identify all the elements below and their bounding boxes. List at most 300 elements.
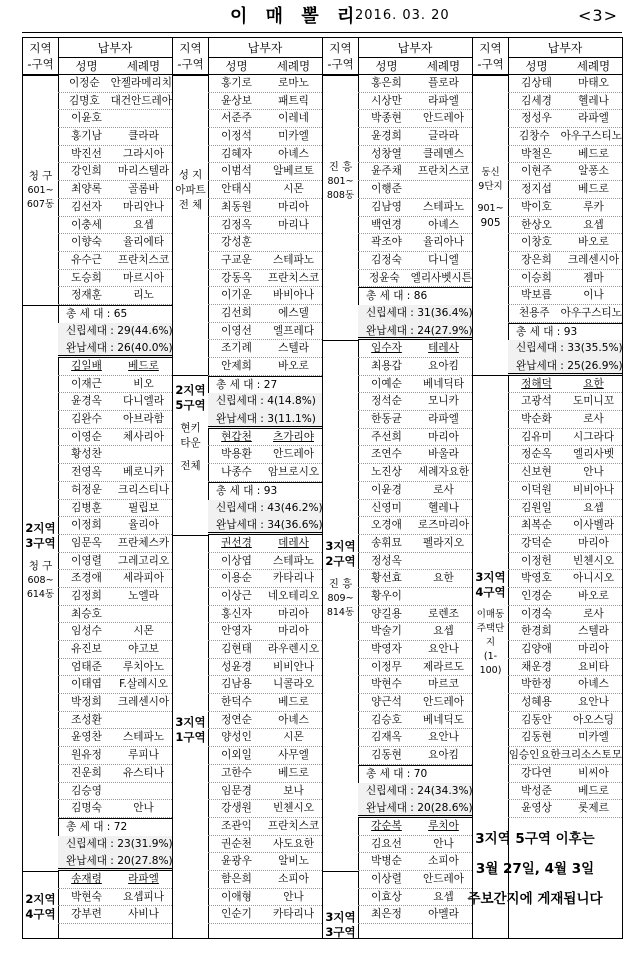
donor-row <box>208 93 322 111</box>
region-header-label: 지역 <box>29 41 52 55</box>
baptism-name: 베드로 <box>578 147 609 160</box>
baptism-name: 안나 <box>583 466 604 479</box>
bulletin-date: 2016. 03. 20 <box>355 8 450 23</box>
donor-subheader <box>508 58 622 75</box>
donor-row <box>208 747 322 765</box>
donor-row <box>358 340 472 358</box>
baptism-name: 바오로 <box>578 236 609 249</box>
fully-paid-households: 완납세대 : 25(26.9%) <box>508 358 622 376</box>
region-text: 808동 <box>326 189 355 201</box>
donor-row <box>58 464 172 482</box>
donor-row <box>358 641 472 659</box>
donor-row <box>208 553 322 571</box>
baptism-name: 라파엘 <box>128 872 159 885</box>
baptism-name: 율리아 <box>128 519 159 532</box>
baptism-name: 카타리나 <box>273 572 314 585</box>
baptism-name: 베드로 <box>278 696 309 709</box>
donor-name: 조관익 <box>221 819 252 832</box>
baptism-name: 안나 <box>433 837 454 850</box>
baptism-name: 로사 <box>583 413 604 426</box>
baptism-name: 프란치스코 <box>267 271 320 284</box>
baptism-name <box>415 588 472 605</box>
baptism-name: 안드레아 <box>423 872 464 885</box>
donor-row <box>358 517 472 535</box>
donor-row <box>508 676 622 694</box>
donor-name: 정연순 <box>221 713 252 726</box>
donor-name: 윤광우 <box>221 855 252 868</box>
subheader-baptism: 세례명 <box>276 59 311 73</box>
baptism-name: 도미니꼬 <box>573 395 614 408</box>
donor-row <box>58 217 172 235</box>
region-text: 성 지 <box>178 168 203 181</box>
donor-row <box>508 712 622 730</box>
donor-name: 김완수 <box>71 413 102 426</box>
region-label <box>23 75 58 305</box>
region-text: 608~ <box>27 575 54 587</box>
donor-name: 박술기 <box>371 625 402 638</box>
baptism-name: 빈첸시오 <box>573 554 614 567</box>
baptism-name: 테레사 <box>428 342 459 355</box>
donor-row <box>358 128 472 146</box>
donor-row <box>58 287 172 305</box>
region-text: (1-100) <box>479 650 502 676</box>
baptism-name: 마리스텔라 <box>117 165 170 178</box>
baptism-name: 젬마 <box>583 271 604 284</box>
donor-row <box>58 553 172 571</box>
baptism-name: 로사 <box>433 483 454 496</box>
donor-name: 도승희 <box>71 271 102 284</box>
donor-name: 성윤경 <box>221 660 252 673</box>
donor-name: 백연경 <box>371 218 402 231</box>
donor-row <box>358 570 472 588</box>
donor-name: 천용주 <box>518 306 550 319</box>
baptism-name: 제라르도 <box>423 660 464 673</box>
donor-name: 서준주 <box>221 112 252 125</box>
donor-name: 이정헌 <box>521 554 552 567</box>
donor-row <box>358 464 472 482</box>
donor-row <box>508 199 622 217</box>
baptism-name: 루카 <box>583 200 604 213</box>
donor-name: 정성우 <box>521 112 552 125</box>
donor-row <box>358 606 472 624</box>
registered-households: 신립세대 : 4(14.8%) <box>208 393 322 411</box>
donor-row <box>58 163 172 181</box>
donor-row <box>58 871 172 889</box>
baptism-name: 프란치스코 <box>267 819 320 832</box>
donor-name: 박순화 <box>521 413 552 426</box>
donor-name: 황선효 <box>371 572 402 585</box>
region-text: 3구역 <box>25 536 56 551</box>
donor-row <box>208 270 322 288</box>
notice-line: 주보간지에 게재됩니다 <box>467 891 603 907</box>
donor-name: 양길용 <box>371 607 402 620</box>
region-text: 901~ <box>477 203 504 215</box>
baptism-name: 스테파노 <box>273 554 314 567</box>
donor-name: 김승호 <box>371 713 402 726</box>
baptism-name: 마르코 <box>428 678 459 691</box>
donor-name: 인순기 <box>221 908 252 921</box>
region-label <box>323 871 358 977</box>
donor-column <box>58 38 172 938</box>
donor-name: 강다연 <box>521 766 552 779</box>
region-text: 3지역 <box>175 714 206 729</box>
baptism-name: 마리안나 <box>123 200 164 213</box>
baptism-name: 야고보 <box>128 643 159 655</box>
donor-name: 이기운 <box>221 289 252 302</box>
donor-row <box>358 535 472 553</box>
donor-name: 한상오 <box>521 218 552 231</box>
donor-name: 임문옥 <box>71 536 102 549</box>
donor-row <box>208 181 322 199</box>
donor-row <box>508 588 622 606</box>
donor-name: 구교운 <box>221 253 252 266</box>
baptism-name: 소피아 <box>278 872 309 885</box>
donor-name: 이상엽 <box>221 554 252 567</box>
donor-name: 조경애 <box>71 572 102 585</box>
donor-row <box>508 163 622 181</box>
baptism-name: 프란치스코 <box>417 165 470 178</box>
donor-row <box>208 783 322 801</box>
baptism-name <box>265 234 322 251</box>
donor-row <box>208 871 322 889</box>
baptism-name: 라파엘 <box>578 112 609 125</box>
donor-name: 시상만 <box>371 94 402 107</box>
baptism-name: 비비안나 <box>273 660 314 673</box>
region-text: 아파트 <box>175 183 206 196</box>
donor-name: 오경애 <box>371 519 402 532</box>
donor-name: 노진상 <box>371 466 402 479</box>
baptism-name: 시그라다 <box>573 430 614 443</box>
baptism-name: 요아킴 <box>428 360 459 372</box>
bulletin-title: 이 매 뽈 리 <box>230 6 361 27</box>
total-households: 총 세 대 : 93 <box>208 482 322 500</box>
region-column <box>473 38 509 938</box>
region-text: 2지역 <box>25 521 56 536</box>
donor-row <box>508 252 622 270</box>
donor-row <box>58 676 172 694</box>
donor-name: 김선자 <box>71 200 102 213</box>
donor-name: 함은희 <box>221 872 252 885</box>
baptism-name: 대건안드레아 <box>110 94 172 107</box>
donor-name: 이정석 <box>221 130 252 143</box>
baptism-name: 베드로 <box>578 784 609 797</box>
donor-name: 양근석 <box>371 696 402 709</box>
donor-row <box>508 393 622 411</box>
region-column <box>23 38 59 938</box>
baptism-name: 그라시아 <box>123 147 164 160</box>
baptism-name: 마리아 <box>278 607 309 620</box>
baptism-name: 마리아 <box>278 200 309 213</box>
donor-name: 강성훈 <box>221 236 252 249</box>
donor-header: 납부자 <box>58 38 172 58</box>
donor-name: 안태식 <box>221 183 252 196</box>
baptism-name: 시몬 <box>283 183 304 196</box>
donor-name: 한덕수 <box>221 696 252 709</box>
donor-name: 주선희 <box>371 430 402 443</box>
baptism-name: 바비아나 <box>273 289 314 302</box>
baptism-name: 유스티나 <box>123 766 164 779</box>
donor-name: 이영렬 <box>71 554 102 567</box>
donor-name: 최동원 <box>221 200 252 213</box>
donor-row <box>358 358 472 376</box>
baptism-name: 요한 <box>583 377 604 390</box>
donor-row <box>208 234 322 252</box>
baptism-name: 사비나 <box>128 908 159 921</box>
donor-name: 김남용 <box>221 678 252 691</box>
baptism-name <box>115 606 172 623</box>
total-households: 총 세 대 : 93 <box>508 323 622 341</box>
baptism-name: 마태오 <box>578 77 609 89</box>
baptism-name: 아니시오 <box>573 572 614 585</box>
baptism-name: 다니엘 <box>428 253 459 266</box>
donor-name: 이경숙 <box>521 607 552 620</box>
donor-name: 최은정 <box>371 908 402 921</box>
baptism-name: 엘리사벳시튼 <box>410 271 472 284</box>
donor-row <box>508 287 622 305</box>
donor-name: 김동현 <box>521 731 552 744</box>
baptism-name: 엘리사벳 <box>573 448 614 461</box>
donor-subheader <box>208 58 322 75</box>
donor-name: 김혜자 <box>221 147 252 160</box>
baptism-name: 루피나 <box>128 749 159 762</box>
donor-row <box>208 694 322 712</box>
baptism-name: 니콜라오 <box>273 678 314 691</box>
donor-row <box>358 659 472 677</box>
donor-row <box>358 234 472 252</box>
donor-name: 김원일 <box>521 501 552 514</box>
page-number: <3> <box>578 6 618 25</box>
donor-name: 최양록 <box>71 183 102 196</box>
donor-name: 이윤경 <box>371 483 402 496</box>
donor-name: 유수근 <box>71 253 102 266</box>
fully-paid-households: 완납세대 : 34(36.6%) <box>208 517 322 535</box>
donor-name: 윤주채 <box>371 165 402 178</box>
donor-name: 안영자 <box>221 625 252 638</box>
baptism-name: 요아킴 <box>428 749 459 762</box>
baptism-name: 스테파노 <box>123 731 164 744</box>
donor-row <box>208 429 322 447</box>
donor-name: 조기례 <box>221 342 252 355</box>
baptism-name: 네오테리오 <box>267 589 320 602</box>
baptism-name: 아녜스 <box>578 678 609 691</box>
baptism-name: 데레사 <box>278 536 309 549</box>
baptism-name: 마리아 <box>428 430 459 443</box>
region-text: 607동 <box>26 198 55 210</box>
donor-row <box>508 270 622 288</box>
donor-row <box>58 376 172 394</box>
baptism-name: 비씨아 <box>578 766 609 779</box>
donor-row <box>358 252 472 270</box>
donor-name: 송재령 <box>71 872 102 885</box>
baptism-name: 바울라 <box>428 448 459 461</box>
donor-name: 이영선 <box>221 324 252 337</box>
donor-row <box>208 853 322 871</box>
region-column <box>173 38 209 938</box>
donor-row <box>358 588 472 606</box>
donor-name: 박진선 <box>71 147 102 160</box>
donor-name: 채운경 <box>521 660 552 673</box>
baptism-name: 플로라 <box>428 77 459 89</box>
donor-row <box>508 181 622 199</box>
donor-name: 김동현 <box>371 749 402 762</box>
donor-row <box>58 75 172 93</box>
donor-name: 정지섭 <box>521 183 552 196</box>
donor-row <box>208 358 322 376</box>
donor-row <box>358 712 472 730</box>
donor-row <box>508 482 622 500</box>
donor-name: 강순복 <box>371 819 402 832</box>
donor-row <box>358 729 472 747</box>
baptism-name: F.살레시오 <box>119 678 168 691</box>
registered-households: 신립세대 : 43(46.2%) <box>208 500 322 518</box>
baptism-name: 마리아 <box>578 536 609 549</box>
column-1 <box>22 38 172 938</box>
baptism-name: 이나 <box>583 289 604 302</box>
donor-name: 김정희 <box>71 589 102 602</box>
baptism-name: 크리스티나 <box>117 483 170 496</box>
donor-row <box>58 234 172 252</box>
region-text: 3지역 <box>325 909 356 924</box>
region-header-label: -구역 <box>327 57 354 71</box>
baptism-name: 비오 <box>133 377 154 390</box>
donor-name: 이효상 <box>371 890 402 903</box>
region-label <box>23 871 58 942</box>
baptism-name: 아브라함 <box>123 413 164 426</box>
donor-row <box>358 270 472 288</box>
donor-row <box>208 199 322 217</box>
subheader-name: 성명 <box>525 59 548 73</box>
donor-row <box>58 110 172 128</box>
donor-row <box>208 146 322 164</box>
donor-row <box>358 217 472 235</box>
donor-row <box>358 376 472 394</box>
region-text: 전 체 <box>178 198 203 211</box>
donor-name: 이재근 <box>71 377 102 390</box>
region-text: 801~ <box>327 175 354 187</box>
donor-name: 김창수 <box>518 130 550 143</box>
baptism-name: 율리에타 <box>123 236 164 249</box>
baptism-name: 헬레나 <box>428 501 459 514</box>
baptism-name: 라우렌시오 <box>267 643 320 655</box>
region-header-label: 지역 <box>329 41 352 55</box>
donor-row <box>508 411 622 429</box>
donor-name: 김병훈 <box>71 501 102 514</box>
donor-name: 이애형 <box>221 890 252 903</box>
total-households: 총 세 대 : 27 <box>208 376 322 394</box>
donor-name: 고광석 <box>521 395 552 408</box>
donor-name: 이정무 <box>371 660 402 673</box>
donor-row <box>208 836 322 854</box>
donor-row <box>58 659 172 677</box>
baptism-name: 루치아 <box>428 819 459 832</box>
donor-name: 정재훈 <box>71 289 102 302</box>
baptism-name: 안젤라메리치 <box>110 77 172 89</box>
subheader-name: 성명 <box>75 59 98 73</box>
donor-row <box>208 765 322 783</box>
region-header <box>323 38 358 75</box>
donor-name: 성혜용 <box>521 696 552 709</box>
baptism-name: 골롬바 <box>128 183 159 196</box>
donor-name: 황성찬 <box>71 448 102 461</box>
donor-row <box>58 446 172 464</box>
donor-row <box>358 500 472 518</box>
baptism-name: 안나 <box>133 802 154 815</box>
donor-name: 김세경 <box>521 94 552 107</box>
header-rule <box>22 32 622 33</box>
donor-row <box>58 252 172 270</box>
donor-row <box>508 446 622 464</box>
baptism-name: 크레센시아 <box>567 253 620 266</box>
total-households: 총 세 대 : 65 <box>58 305 172 323</box>
donor-header: 납부자 <box>358 38 472 58</box>
region-text: 614동 <box>26 589 55 601</box>
notice-line: 3월 27일, 4월 3일 <box>475 861 595 877</box>
region-header <box>473 38 508 75</box>
donor-row <box>358 146 472 164</box>
baptism-name <box>115 446 172 463</box>
registered-households: 신립세대 : 23(31.9%) <box>58 836 172 854</box>
donor-name: 강부련 <box>71 908 102 921</box>
fully-paid-households: 완납세대 : 24(27.9%) <box>358 323 472 341</box>
donor-name: 박보름 <box>521 289 552 302</box>
donor-name: 이상렬 <box>371 872 402 885</box>
donor-row <box>358 623 472 641</box>
fully-paid-households: 완납세대 : 20(27.8%) <box>58 853 172 871</box>
region-text: 9단지 <box>478 181 503 193</box>
baptism-name: 요셉 <box>433 890 454 903</box>
notice-box <box>449 804 621 934</box>
donor-row <box>508 128 622 146</box>
donor-row <box>208 623 322 641</box>
region-text: 진 흥 <box>328 577 353 590</box>
baptism-name: 보나 <box>283 784 304 797</box>
baptism-name: 요셉 <box>583 218 604 231</box>
column-4 <box>472 38 623 938</box>
donor-row <box>208 800 322 818</box>
baptism-name: 아오스딩 <box>573 713 614 726</box>
donor-row <box>208 535 322 553</box>
donor-name: 이윤호 <box>71 112 102 125</box>
donor-row <box>508 606 622 624</box>
total-households: 총 세 대 : 86 <box>358 287 472 305</box>
donor-name: 이현주 <box>521 165 552 178</box>
donor-name: 윤영상 <box>521 802 552 815</box>
region-text: 동신 <box>481 167 500 179</box>
donor-row <box>58 800 172 818</box>
registered-households: 신립세대 : 33(35.5%) <box>508 340 622 358</box>
donor-name: 이상근 <box>221 589 252 602</box>
donor-row <box>508 376 622 394</box>
baptism-name: 요셉피나 <box>123 890 164 903</box>
donor-row <box>208 606 322 624</box>
baptism-name: 베드로 <box>278 766 309 779</box>
baptism-name: 사무엘 <box>278 749 309 762</box>
baptism-name: 체사리아 <box>123 430 164 443</box>
donor-row <box>208 305 322 323</box>
donor-name: 김정옥 <box>221 218 252 231</box>
donor-name: 신보현 <box>521 466 552 479</box>
donor-name: 성창열 <box>371 147 402 160</box>
baptism-name: 프란체스카 <box>117 536 170 549</box>
baptism-name: 알비노 <box>278 855 309 868</box>
donor-name: 이덕원 <box>521 483 552 496</box>
region-header <box>23 38 58 75</box>
baptism-name: 스텔라 <box>278 342 309 355</box>
donor-name: 조성환 <box>71 713 102 726</box>
baptism-name: 요안나 <box>578 696 609 709</box>
donor-name: 이정희 <box>71 519 102 532</box>
donor-row <box>358 93 472 111</box>
